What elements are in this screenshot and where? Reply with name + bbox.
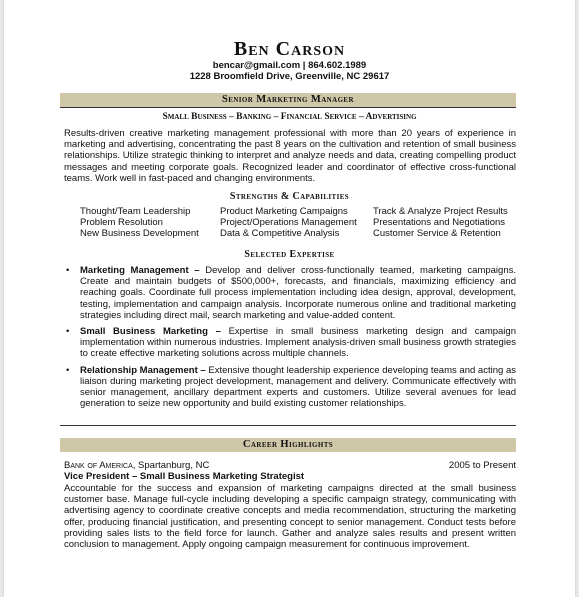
summary-paragraph: Results-driven creative marketing management professional with more than 20 years of experience in marketing and advertising, concentrating the past 8 years on the cultivation and retention of small business relationships. Utilize strategic thinking to interpret and analyze needs and data, creating compelling product messages and meeting corporate goals. Recognized leader and coordinator of effective cross-functional teams. Work well in fast-paced and changing environments. xyxy=(64,128,516,184)
bullet-icon: • xyxy=(66,364,70,376)
expertise-title: Relationship Management – xyxy=(80,364,206,376)
expertise-text: Develop and deliver cross-functionally teamed, marketing campaigns. Create and maintain budgets of $500,000+, forecasts, and financials, maximizing efficiency and reaching goals. Coordinate full process implementation including idea design, approval, development, testing, implementation and campaign analysis. Incorporate numerous online and traditional marketing strategies including direct mail, search marketing and value-added content. xyxy=(80,265,516,321)
expertise-item xyxy=(64,365,516,410)
strengths-heading: Strengths & Capabilities xyxy=(229,191,350,202)
strength-item: Presentations and Negotiations xyxy=(373,217,506,228)
company-name: Bank of America xyxy=(64,460,133,471)
divider xyxy=(60,425,516,426)
expertise-text: Extensive thought leadership experience developing teams and acting as liaison during marketing project development, management and delivery. Communicate effectively with senior management, ancillary department experts and customers. Utilize several avenues for lead generation to seize new opportunity and build existing customer relationships. xyxy=(80,364,516,410)
divider xyxy=(60,107,516,108)
strengths-column xyxy=(373,206,508,239)
expertise-item xyxy=(64,265,516,321)
strength-item: New Business Development xyxy=(80,228,199,239)
strength-item: Data & Competitive Analysis xyxy=(220,228,340,239)
job-dates: 2005 to Present xyxy=(448,460,516,471)
expertise-item xyxy=(64,326,516,360)
expertise-title: Small Business Marketing – xyxy=(80,326,221,338)
expertise-list xyxy=(64,265,516,414)
company-location: , Spartanburg, NC xyxy=(132,460,210,471)
strength-item: Problem Resolution xyxy=(80,217,163,228)
expertise-heading: Selected Expertise xyxy=(244,249,335,260)
career-heading-band: Career Highlights xyxy=(60,438,516,452)
job-position-title: Vice President – Small Business Marketing Strategist xyxy=(64,471,305,482)
strength-item: Product Marketing Campaigns xyxy=(220,206,348,217)
resume-page xyxy=(4,0,575,597)
job-description: Accountable for the success and expansion of marketing campaigns directed at the small business customer base. Manage full-cycle including developing a specific campaign strategy, communicating with advertising agency to coordinate creative concepts and media recommendation, structuring the marketing offer, producing financial justification, and presenting concept to senior management. Conduct tests before providing sales lists to the field force for launch. Gather and analyze sales results and present written conclusion to management. Apply ongoing campaign measurement for continuous improvement. xyxy=(64,483,516,551)
strength-item: Thought/Team Leadership xyxy=(80,206,191,217)
strengths-column xyxy=(80,206,199,239)
job-title-band: Senior Marketing Manager xyxy=(60,93,516,107)
strength-item: Customer Service & Retention xyxy=(373,228,501,239)
expertise-title: Marketing Management – xyxy=(80,265,200,276)
industry-tagline: Small Business – Banking – Financial Service – Advertising xyxy=(162,112,417,122)
job-company xyxy=(64,460,209,471)
bullet-icon: • xyxy=(66,326,70,338)
bullet-icon: • xyxy=(66,265,70,276)
contact-email-phone: bencar@gmail.com | 864.602.1989 xyxy=(212,60,367,71)
contact-address: 1228 Broomfield Drive, Greenville, NC 29617 xyxy=(189,71,390,82)
strengths-column xyxy=(220,206,357,239)
candidate-name: Ben Carson xyxy=(233,38,346,60)
strength-item: Project/Operations Management xyxy=(220,217,357,228)
expertise-text: Expertise in small business marketing design and campaign implementation within numerous industries. Implement analysis-driven small business growth strategies to create effective marketing solutions across multiple channels. xyxy=(80,326,516,360)
strength-item: Track & Analyze Project Results xyxy=(373,206,508,217)
